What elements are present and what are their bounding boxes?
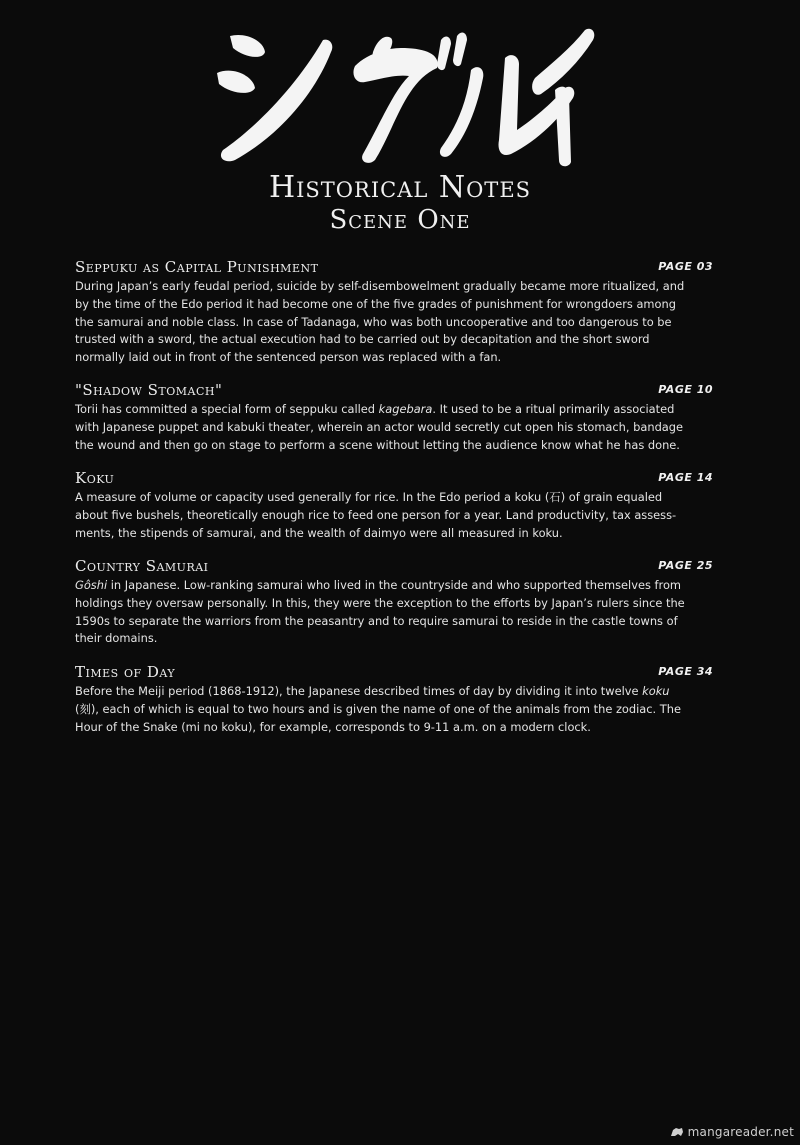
note-line: (刻), each of which is equal to two hours and is given the name of one of the animals from the zodiac. The [75, 701, 681, 716]
series-logo [205, 18, 595, 168]
watermark-text: mangareader.net [687, 1125, 794, 1139]
note-title: Seppuku as Capital Punishment [75, 258, 319, 276]
note-line [75, 683, 715, 701]
brush-logo-icon [205, 18, 595, 168]
note-seppuku [75, 258, 715, 367]
ghost-icon [670, 1127, 684, 1137]
note-country-samurai [75, 557, 715, 648]
note-header [75, 469, 715, 489]
note-line: normally laid out in front of the sentenced person was replaced with a fan. [75, 350, 502, 365]
note-header [75, 258, 715, 278]
note-italic-term: koku [642, 684, 670, 698]
note-line [75, 401, 715, 419]
note-page-ref: PAGE 25 [658, 559, 713, 572]
note-line: 1590s to separate the warriors from the peasantry and to require samurai to reside in the castle towns of [75, 613, 678, 628]
note-header [75, 663, 715, 683]
note-koku [75, 469, 715, 542]
note-text: in Japanese. Low-ranking samurai who lived in the countryside and who supported themselves from [107, 578, 682, 592]
note-shadow-stomach [75, 381, 715, 454]
note-title: Koku [75, 469, 115, 487]
note-line: trusted with a sword, the actual execution had to be carried out by decapitation and the short sword [75, 332, 650, 347]
note-line: the wound and then go on stage to perform a scene without letting the audience know what he has done. [75, 437, 680, 452]
note-line: During Japan’s early feudal period, suicide by self-disembowelment gradually became more ritualized, and [75, 279, 685, 293]
note-body [75, 489, 715, 542]
note-header [75, 557, 715, 577]
note-line [75, 577, 715, 595]
note-body [75, 577, 715, 648]
note-page-ref: PAGE 03 [658, 260, 713, 273]
note-page-ref: PAGE 10 [658, 383, 713, 396]
note-text: . It used to be a ritual primarily associated [432, 402, 675, 416]
note-text: Before the Meiji period (1868-1912), the Japanese described times of day by dividing it into twelve [75, 684, 643, 698]
note-line: holdings they oversaw personally. In this, they were the exception to the efforts by Japan’s rulers since the [75, 595, 685, 610]
note-line: with Japanese puppet and kabuki theater, wherein an actor would secretly cut open his stomach, bandage [75, 419, 684, 434]
note-page-ref: PAGE 34 [658, 665, 713, 678]
note-body [75, 278, 715, 367]
note-line: A measure of volume or capacity used generally for rice. In the Edo period a koku (石) of grain equaled [75, 490, 663, 504]
note-italic-term: kagebara [378, 402, 433, 416]
note-page-ref: PAGE 14 [658, 471, 713, 484]
note-line: their domains. [75, 631, 158, 646]
note-line: by the time of the Edo period it had become one of the five grades of punishment for wrongdoers among [75, 296, 676, 311]
note-italic-term: Gôshi [75, 578, 108, 592]
note-line: about five bushels, theoretically enough rice to feed one person for a year. Land productivity, tax assess- [75, 507, 677, 522]
note-title: "Shadow Stomach" [75, 381, 223, 399]
note-text: Torii has committed a special form of seppuku called [75, 402, 379, 416]
note-times-of-day [75, 663, 715, 736]
note-line: Hour of the Snake (mi no koku), for example, corresponds to 9-11 a.m. on a modern clock. [75, 719, 591, 734]
page-subtitle: Scene One [329, 205, 471, 235]
page-title: Historical Notes [268, 170, 532, 205]
note-line: ments, the stipends of samurai, and the wealth of daimyo were all measured in koku. [75, 525, 563, 540]
note-title: Country Samurai [75, 557, 209, 575]
note-title: Times of Day [75, 663, 176, 681]
note-body [75, 683, 715, 736]
note-body [75, 401, 715, 454]
watermark [670, 1125, 794, 1139]
note-header [75, 381, 715, 401]
note-line: the samurai and noble class. In case of Tadanaga, who was both uncooperative and too dangerous to be [75, 314, 672, 329]
